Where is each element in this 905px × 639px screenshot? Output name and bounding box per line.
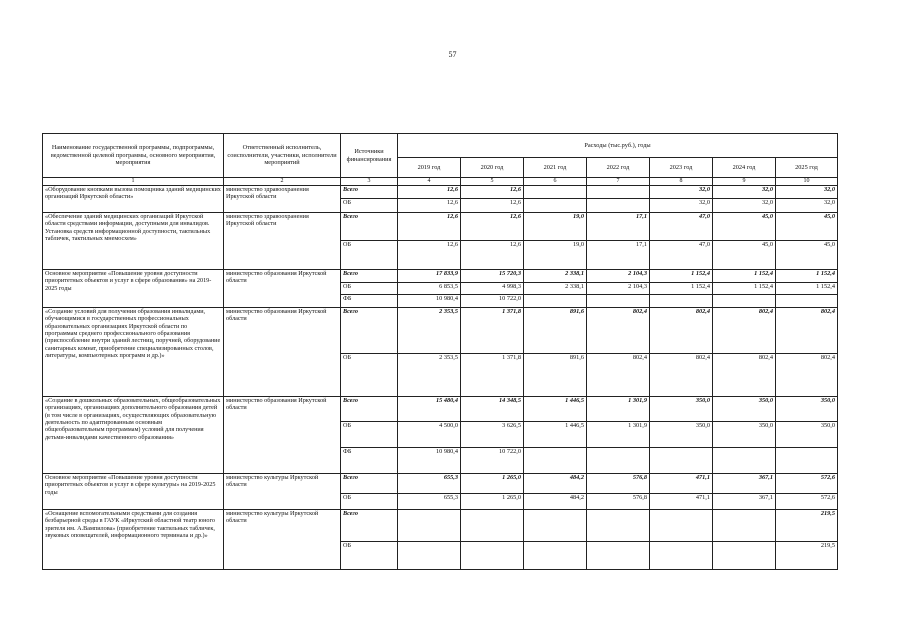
expense-value xyxy=(587,186,650,199)
expense-value: 12,6 xyxy=(461,186,524,199)
expense-value: 802,4 xyxy=(587,354,650,397)
expense-value: 10 980,4 xyxy=(398,448,461,474)
executor: министерство образования Иркутской области xyxy=(224,397,341,474)
expense-value: 655,3 xyxy=(398,494,461,510)
expense-value xyxy=(776,448,838,474)
expense-value: 219,5 xyxy=(776,542,838,570)
header-year: 2024 год xyxy=(713,158,776,178)
expense-value: 1 446,5 xyxy=(524,397,587,422)
expense-value: 1 301,9 xyxy=(587,397,650,422)
expense-value: 655,3 xyxy=(398,474,461,494)
expense-value: 12,6 xyxy=(461,213,524,241)
expense-value: 891,6 xyxy=(524,354,587,397)
activity-name: Основное мероприятие «Повышение уровня доступности приоритетных объектов и услуг в сфере образования» на 2019-2025 годы xyxy=(43,270,224,308)
executor: министерство образования Иркутской области xyxy=(224,308,341,397)
expense-value: 802,4 xyxy=(776,308,838,354)
expense-value xyxy=(650,510,713,542)
expense-value xyxy=(461,542,524,570)
funding-source: ОБ xyxy=(341,422,398,448)
expense-value: 12,6 xyxy=(398,199,461,213)
expense-value xyxy=(776,295,838,308)
column-index: 3 xyxy=(341,178,398,186)
expense-value: 2 338,1 xyxy=(524,270,587,283)
expense-value: 32,0 xyxy=(650,186,713,199)
expense-value xyxy=(650,295,713,308)
expense-value: 367,1 xyxy=(713,474,776,494)
expense-value: 10 980,4 xyxy=(398,295,461,308)
expense-value xyxy=(524,510,587,542)
expense-value: 1 152,4 xyxy=(713,283,776,295)
activity-name: «Обеспечение зданий медицинских организаций Иркутской области средствами информации, доступными для инвалидов. Установка средств информационной доступности, тактильных табличек, тактильных мнемосхем» xyxy=(43,213,224,270)
expense-value: 45,0 xyxy=(776,241,838,270)
expense-value: 572,6 xyxy=(776,474,838,494)
expense-value: 1 152,4 xyxy=(650,283,713,295)
expense-value: 32,0 xyxy=(713,186,776,199)
column-index: 2 xyxy=(224,178,341,186)
expense-value: 2 104,3 xyxy=(587,270,650,283)
funding-source: Всего xyxy=(341,213,398,241)
expense-value: 12,6 xyxy=(398,213,461,241)
expense-value: 2 338,1 xyxy=(524,283,587,295)
funding-source: Всего xyxy=(341,186,398,199)
expense-value: 1 301,9 xyxy=(587,422,650,448)
expense-value: 6 853,5 xyxy=(398,283,461,295)
executor: министерство здравоохранения Иркутской области xyxy=(224,186,341,213)
expense-value: 802,4 xyxy=(650,354,713,397)
funding-source: Всего xyxy=(341,397,398,422)
expense-value xyxy=(713,295,776,308)
table-row xyxy=(43,397,838,422)
expense-value: 12,6 xyxy=(461,199,524,213)
expense-value: 1 265,0 xyxy=(461,494,524,510)
expense-value xyxy=(524,542,587,570)
expense-value: 2 353,5 xyxy=(398,354,461,397)
column-index: 10 xyxy=(776,178,838,186)
column-index: 1 xyxy=(43,178,224,186)
table-row xyxy=(43,474,838,494)
table-row xyxy=(43,510,838,542)
expense-value: 471,1 xyxy=(650,494,713,510)
expense-value: 350,0 xyxy=(713,422,776,448)
expense-value: 32,0 xyxy=(713,199,776,213)
column-index: 6 xyxy=(524,178,587,186)
funding-source: Всего xyxy=(341,308,398,354)
header-expenses: Расходы (тыс.руб.), годы xyxy=(398,134,838,158)
expense-value: 802,4 xyxy=(713,308,776,354)
expense-value: 367,1 xyxy=(713,494,776,510)
expense-value: 4 500,0 xyxy=(398,422,461,448)
expense-value: 350,0 xyxy=(650,422,713,448)
expense-value: 45,0 xyxy=(713,241,776,270)
column-index: 7 xyxy=(587,178,650,186)
table-row xyxy=(43,186,838,199)
funding-source: ОБ xyxy=(341,354,398,397)
expense-value xyxy=(524,295,587,308)
funding-source: ФБ xyxy=(341,448,398,474)
column-index: 8 xyxy=(650,178,713,186)
expense-value xyxy=(587,199,650,213)
expense-value: 484,2 xyxy=(524,494,587,510)
expense-value: 1 371,8 xyxy=(461,354,524,397)
expense-value: 802,4 xyxy=(587,308,650,354)
expense-value: 1 152,4 xyxy=(776,270,838,283)
header-year: 2025 год xyxy=(776,158,838,178)
expense-value: 219,5 xyxy=(776,510,838,542)
expense-value: 10 722,0 xyxy=(461,295,524,308)
expenses-table xyxy=(42,133,838,570)
expense-value: 3 626,5 xyxy=(461,422,524,448)
header-year: 2019 год xyxy=(398,158,461,178)
expense-value xyxy=(398,510,461,542)
expense-value: 32,0 xyxy=(776,186,838,199)
expense-value xyxy=(587,510,650,542)
expense-value: 1 152,4 xyxy=(650,270,713,283)
expense-value xyxy=(650,542,713,570)
expense-value: 12,6 xyxy=(461,241,524,270)
expense-value: 1 371,8 xyxy=(461,308,524,354)
expense-value: 12,6 xyxy=(398,241,461,270)
funding-source: ОБ xyxy=(341,241,398,270)
expense-value: 350,0 xyxy=(650,397,713,422)
column-index: 9 xyxy=(713,178,776,186)
expense-value xyxy=(398,542,461,570)
expense-value: 576,8 xyxy=(587,494,650,510)
table-row xyxy=(43,270,838,283)
header-name: Наименование государственной программы, подпрограммы, ведомственной целевой программы, основного мероприятия, мероприятия xyxy=(43,134,224,178)
table-row xyxy=(43,213,838,241)
executor: министерство культуры Иркутской области xyxy=(224,510,341,570)
funding-source: ОБ xyxy=(341,542,398,570)
expense-value xyxy=(587,542,650,570)
activity-name: «Создание условий для получения образования инвалидами, обучающимися в государственных профессиональных образовательных организациях Иркутской области по программам среднего профессионального образования (приспособление внутри зданий лестниц, поручней, оборудование санитарных комнат, приобретение специализированных столов, литературы, компьютерных программ и др.)» xyxy=(43,308,224,397)
expense-value: 2 104,3 xyxy=(587,283,650,295)
column-index: 5 xyxy=(461,178,524,186)
expense-value: 45,0 xyxy=(713,213,776,241)
expense-value xyxy=(524,199,587,213)
expense-value: 14 348,5 xyxy=(461,397,524,422)
header-year: 2022 год xyxy=(587,158,650,178)
expense-value: 350,0 xyxy=(776,397,838,422)
activity-name: Основное мероприятие «Повышение уровня доступности приоритетных объектов и услуг в сфере культуры» на 2019-2025 годы xyxy=(43,474,224,510)
executor: министерство культуры Иркутской области xyxy=(224,474,341,510)
expense-value xyxy=(587,295,650,308)
expense-value: 484,2 xyxy=(524,474,587,494)
activity-name: «Оборудование кнопками вызова помощника зданий медицинских организаций Иркутской области» xyxy=(43,186,224,213)
expense-value: 47,0 xyxy=(650,213,713,241)
expense-value: 47,0 xyxy=(650,241,713,270)
expense-value xyxy=(713,542,776,570)
expense-value: 1 265,0 xyxy=(461,474,524,494)
funding-source: ОБ xyxy=(341,283,398,295)
header-year: 2020 год xyxy=(461,158,524,178)
expense-value: 17,1 xyxy=(587,241,650,270)
expense-value: 802,4 xyxy=(650,308,713,354)
expense-value: 891,6 xyxy=(524,308,587,354)
executor: министерство образования Иркутской области xyxy=(224,270,341,308)
expense-value: 15 480,4 xyxy=(398,397,461,422)
expense-value: 45,0 xyxy=(776,213,838,241)
funding-source: ФБ xyxy=(341,295,398,308)
expense-value: 572,6 xyxy=(776,494,838,510)
expense-value xyxy=(524,186,587,199)
expense-value: 1 446,5 xyxy=(524,422,587,448)
expense-value: 4 998,3 xyxy=(461,283,524,295)
expense-value: 1 152,4 xyxy=(776,283,838,295)
executor: министерство здравоохранения Иркутской области xyxy=(224,213,341,270)
expense-value xyxy=(713,510,776,542)
activity-name: «Создание в дошкольных образовательных, общеобразовательных организациях, организациях дополнительного образования детей (в том числе в организациях, осуществляющих образовательную деятельность по адаптированным основным общеобразовательным программам) условий для получения детьми-инвалидами качественного образования» xyxy=(43,397,224,474)
expense-value: 2 353,5 xyxy=(398,308,461,354)
expense-value: 19,0 xyxy=(524,241,587,270)
expense-value: 32,0 xyxy=(776,199,838,213)
funding-source: Всего xyxy=(341,474,398,494)
funding-source: Всего xyxy=(341,510,398,542)
header-source: Источники финансирования xyxy=(341,134,398,178)
header-year: 2021 год xyxy=(524,158,587,178)
expense-value: 1 152,4 xyxy=(713,270,776,283)
funding-source: Всего xyxy=(341,270,398,283)
expense-value: 17,1 xyxy=(587,213,650,241)
expense-value xyxy=(587,448,650,474)
expense-value: 802,4 xyxy=(713,354,776,397)
table-row xyxy=(43,308,838,354)
expense-value: 19,0 xyxy=(524,213,587,241)
expense-value xyxy=(650,448,713,474)
expense-value: 32,0 xyxy=(650,199,713,213)
funding-source: ОБ xyxy=(341,199,398,213)
expense-value: 350,0 xyxy=(713,397,776,422)
header-year: 2023 год xyxy=(650,158,713,178)
expense-value: 350,0 xyxy=(776,422,838,448)
expense-value: 576,8 xyxy=(587,474,650,494)
expense-value: 471,1 xyxy=(650,474,713,494)
expense-value: 10 722,0 xyxy=(461,448,524,474)
expense-value: 12,6 xyxy=(398,186,461,199)
column-index: 4 xyxy=(398,178,461,186)
header-executor: Ответственный исполнитель, соисполнители, участники, исполнители мероприятий xyxy=(224,134,341,178)
expense-value xyxy=(713,448,776,474)
expense-value: 802,4 xyxy=(776,354,838,397)
page-number: 57 xyxy=(448,50,457,59)
expense-value: 15 720,3 xyxy=(461,270,524,283)
expense-value: 17 833,9 xyxy=(398,270,461,283)
expense-value xyxy=(524,448,587,474)
expense-value xyxy=(461,510,524,542)
activity-name: «Оснащение вспомогательными средствами для создания безбарьерной среды в ГАУК «Иркутский областной театр юного зрителя им. А.Вампилова» (приобретение тактильных табличек, звуковых оповещателей, информационного терминала и др.)» xyxy=(43,510,224,570)
funding-source: ОБ xyxy=(341,494,398,510)
